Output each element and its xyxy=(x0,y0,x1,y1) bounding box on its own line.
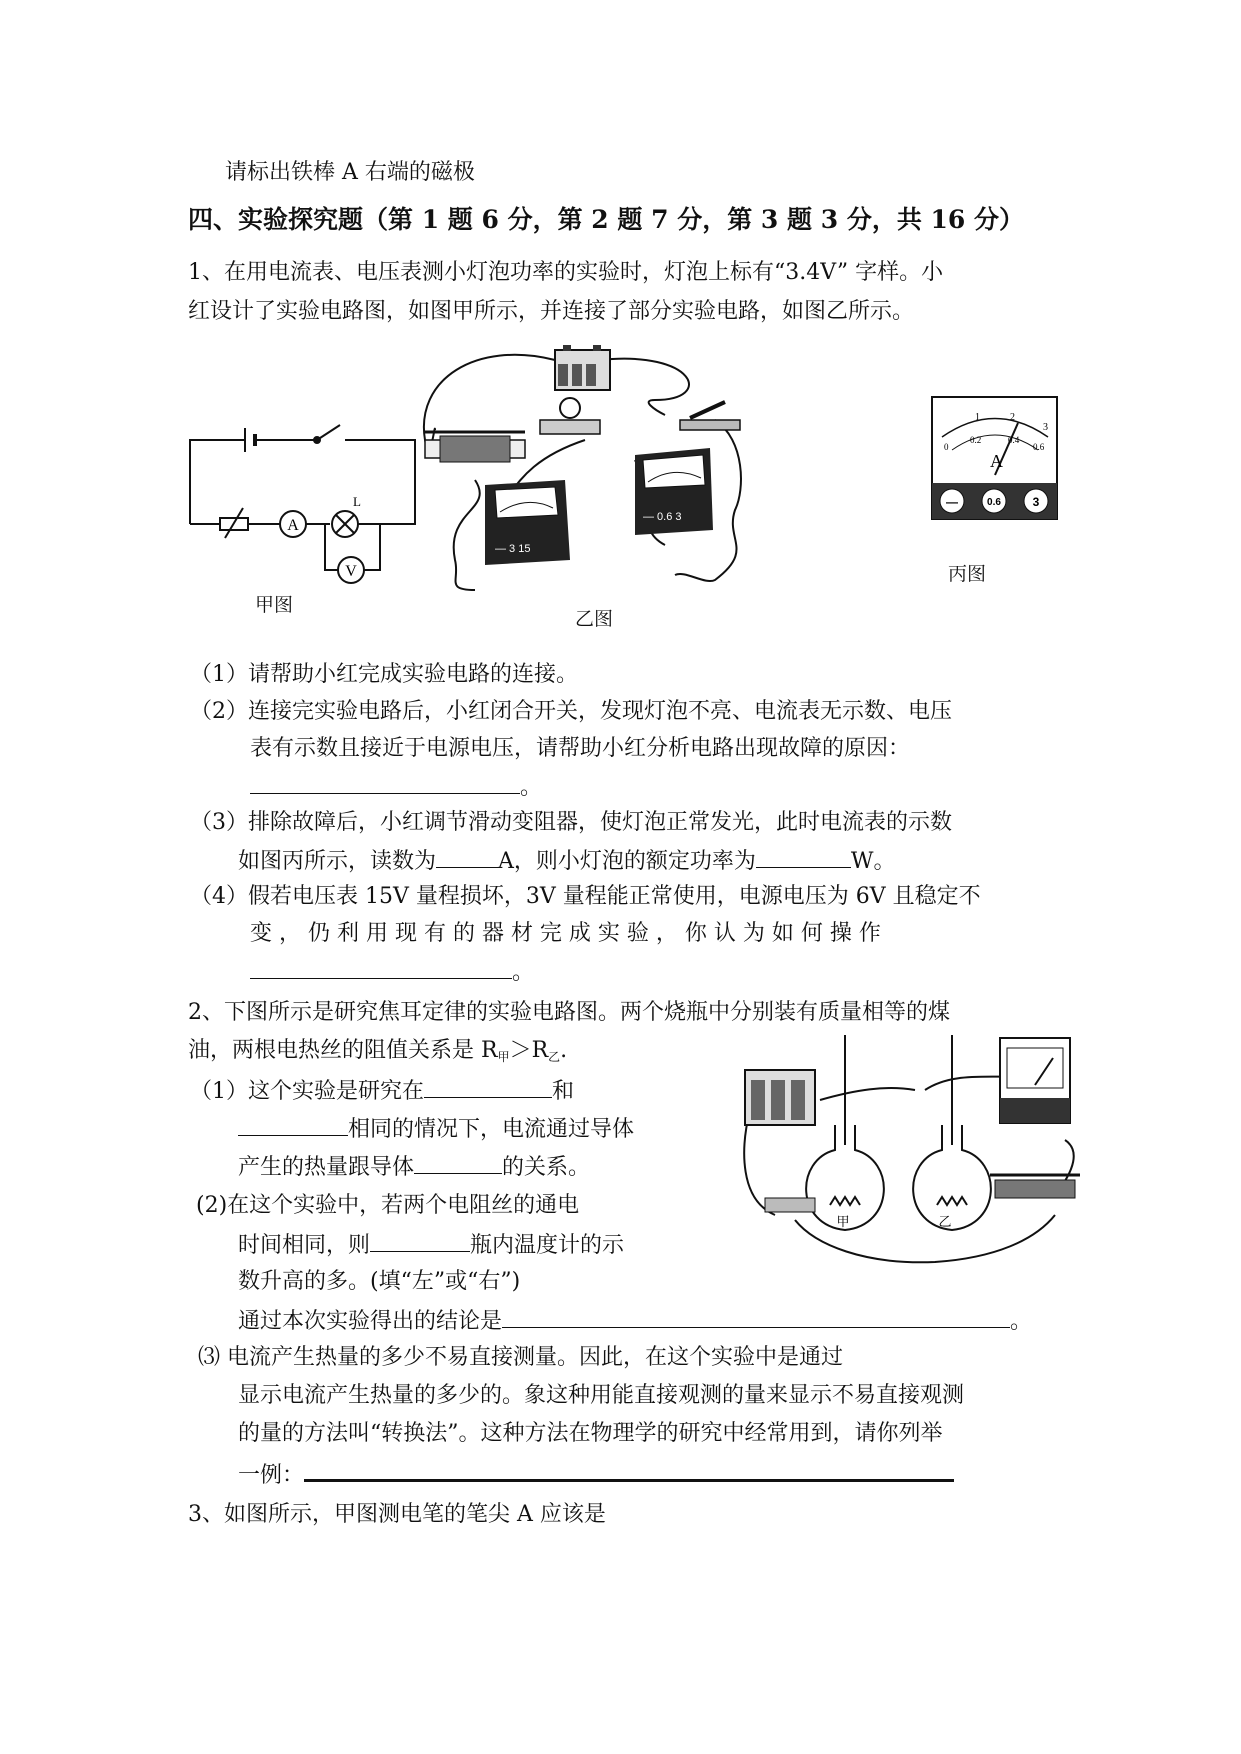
ammeter-face-bing xyxy=(930,395,1070,535)
q2-p3c: 的量的方法叫“转换法”。这种方法在物理学的研究中经常用到，请你列举 xyxy=(238,1421,943,1446)
fig-jia-caption: 甲图 xyxy=(255,594,294,616)
terminal-minus: — xyxy=(946,495,958,509)
scale-1: 1 xyxy=(975,412,980,423)
q1-s1: （1）请帮助小红完成实验电路的连接。 xyxy=(190,662,578,687)
terminal-3: 3 xyxy=(1032,495,1040,509)
q2-p2b: 时间相同，则 瓶内温度计的示 xyxy=(238,1229,624,1261)
q2-p3d: 一例： xyxy=(238,1457,954,1491)
voltmeter-terminals: — 3 15 xyxy=(495,543,531,555)
scale-0: 0 xyxy=(944,442,949,452)
answer-blank-relation[interactable] xyxy=(414,1151,502,1174)
answer-blank-conclusion[interactable] xyxy=(502,1305,1010,1328)
scale-3: 3 xyxy=(1043,422,1048,433)
section-title: 四、实验探究题（第 1 题 6 分，第 2 题 7 分，第 3 题 3 分，共 16 分） xyxy=(188,205,1025,234)
switch xyxy=(680,402,740,430)
lamp-label: L xyxy=(353,494,361,509)
q2-line1: 2、下图所示是研究焦耳定律的实验电路图。两个烧瓶中分别装有质量相等的煤 xyxy=(188,1000,950,1025)
q2-p2d: 通过本次实验得出的结论是 。 xyxy=(238,1305,1032,1337)
terminal-06: 0.6 xyxy=(987,497,1001,508)
scale-2: 2 xyxy=(1010,412,1015,423)
answer-blank-cond1[interactable] xyxy=(424,1075,552,1098)
q2-p3a: ⑶ 电流产生热量的多少不易直接测量。因此，在这个实验中是通过 xyxy=(198,1345,843,1370)
answer-blank-cond2[interactable] xyxy=(238,1113,348,1136)
q1-s4a: （4）假若电压表 15V 量程损坏，3V 量程能正常使用，电源电压为 6V 且稳定不 xyxy=(190,884,981,909)
answer-blank-current[interactable] xyxy=(436,845,498,868)
q2-p1b: 相同的情况下，电流通过导体 xyxy=(238,1113,634,1145)
flask-label-left: 甲 xyxy=(836,1214,850,1229)
scale-02: 0.2 xyxy=(970,435,982,445)
q1-s3a: （3）排除故障后，小红调节滑动变阻器，使灯泡正常发光，此时电流表的示数 xyxy=(190,810,952,835)
q2-line2: 油，两根电热丝的阻值关系是 $R_甲>R_乙$. xyxy=(188,1038,568,1064)
circuit-photo-yi xyxy=(415,340,835,610)
scale-06: 0.6 xyxy=(1033,442,1045,452)
voltmeter-symbol: V xyxy=(345,563,357,580)
joule-apparatus xyxy=(735,1030,1085,1265)
answer-blank-fault[interactable] xyxy=(250,771,520,794)
ammeter-symbol: A xyxy=(287,517,299,534)
answer-blank-flask[interactable] xyxy=(370,1229,470,1252)
battery-box xyxy=(555,345,610,390)
q1-line1: 1、在用电流表、电压表测小灯泡功率的实验时，灯泡上标有“3.4V” 字样。小 xyxy=(188,260,944,285)
q2-p2a: (2)在这个实验中，若两个电阻丝的通电 xyxy=(196,1193,580,1218)
flask-label-right: 乙 xyxy=(938,1214,952,1229)
ammeter-terminals: — 0.6 3 xyxy=(643,511,682,523)
q2-p3b: 显示电流产生热量的多少的。象这种用能直接观测的量来显示不易直接观测 xyxy=(238,1383,965,1408)
q3-line1: 3、如图所示，甲图测电笔的笔尖 A 应该是 xyxy=(188,1502,606,1527)
q1-s4b: 变 ， 仍 利 用 现 有 的 器 材 完 成 实 验 ， 你 认 为 如 何 操 作 xyxy=(250,921,881,946)
answer-blank-example[interactable] xyxy=(304,1457,954,1482)
q1-s2a: （2）连接完实验电路后，小红闭合开关，发现灯泡不亮、电流表无示数、电压 xyxy=(190,699,952,724)
answer-blank-operation[interactable] xyxy=(250,956,512,979)
q1-s4c: 。 xyxy=(250,956,534,988)
q1-s2b: 表有示数且接近于电源电压，请帮助小红分析电路出现故障的原因： xyxy=(250,736,911,761)
ammeter-face-symbol: A xyxy=(990,451,1003,471)
q2-p1c: 产生的热量跟导体 的关系。 xyxy=(238,1151,590,1183)
top-line: 请标出铁棒 A 右端的磁极 xyxy=(225,160,475,185)
scale-04: 0.4 xyxy=(1008,435,1020,445)
q1-s3b: 如图丙所示，读数为 A，则小灯泡的额定功率为 W。 xyxy=(238,845,896,877)
fig-bing-caption: 丙图 xyxy=(948,563,987,585)
fig-yi-caption: 乙图 xyxy=(575,608,614,630)
circuit-diagram-jia xyxy=(185,420,425,600)
answer-blank-power[interactable] xyxy=(756,845,851,868)
q1-s2c: 。 xyxy=(250,771,542,803)
q2-p2c: 数升高的多。(填“左”或“右”) xyxy=(238,1269,521,1294)
rheostat xyxy=(425,432,525,462)
q2-p1a: （1）这个实验是研究在 和 xyxy=(190,1075,574,1107)
lamp-holder xyxy=(540,398,600,434)
q1-line2: 红设计了实验电路图，如图甲所示，并连接了部分实验电路，如图乙所示。 xyxy=(188,299,915,324)
